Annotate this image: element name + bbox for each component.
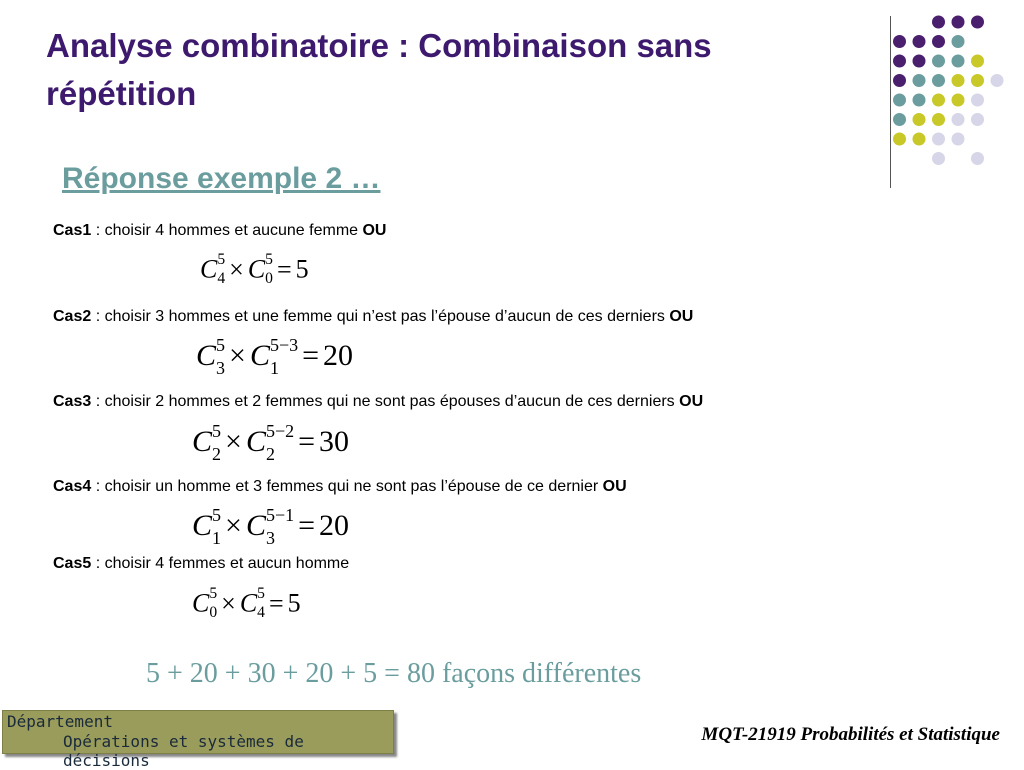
- decorative-dot: [952, 16, 965, 29]
- times-operator: ×: [229, 254, 244, 284]
- decorative-dot: [971, 94, 984, 107]
- formula-case-2: [196, 335, 354, 379]
- decorative-dot: [913, 133, 926, 146]
- decorative-dot: [893, 113, 906, 126]
- decorative-dot: [971, 113, 984, 126]
- combination-term: C 5 0: [247, 251, 273, 288]
- total-result: 5 + 20 + 30 + 20 + 5 = 80 façons différentes: [146, 658, 642, 689]
- decorative-dot: [952, 74, 965, 87]
- decorative-dot: [913, 74, 926, 87]
- case-separator: :: [91, 478, 105, 495]
- case-label: Cas2: [53, 308, 92, 325]
- decorative-dot: [971, 16, 984, 29]
- case-separator: :: [91, 393, 105, 410]
- combination-term: C 5 4: [239, 585, 265, 622]
- decorative-dot: [913, 94, 926, 107]
- decorative-dot-grid: [0, 0, 1024, 170]
- decorative-dot: [913, 35, 926, 48]
- formula-case-3: [192, 421, 350, 465]
- case-separator: :: [91, 222, 105, 239]
- times-operator: ×: [225, 509, 242, 543]
- slide-title: Analyse combinatoire : Combinaison sans répétition: [46, 27, 712, 112]
- decorative-dot: [952, 55, 965, 68]
- decorative-dot: [932, 113, 945, 126]
- case-1-text: [53, 222, 386, 240]
- case-label: Cas1: [53, 222, 92, 239]
- formula-case-5: [192, 585, 301, 623]
- combination-term: C 5−3 1: [249, 335, 299, 378]
- times-operator: ×: [221, 588, 236, 618]
- case-description: choisir 4 hommes et aucune femme: [104, 222, 363, 239]
- combination-term: C 5 2: [192, 421, 222, 464]
- case-ou: OU: [602, 478, 627, 495]
- course-name: MQT-21919 Probabilités et Statistique: [701, 724, 1000, 745]
- equals-operator: =: [302, 339, 320, 373]
- decorative-dot: [893, 55, 906, 68]
- decorative-dot: [932, 35, 945, 48]
- case-3-text: [53, 393, 703, 411]
- decorative-dot: [971, 55, 984, 68]
- formula-result: 5: [295, 254, 309, 284]
- decorative-dot: [913, 55, 926, 68]
- decorative-dot: [952, 133, 965, 146]
- combination-term: C 5−1 3: [245, 505, 295, 548]
- case-separator: :: [91, 555, 105, 572]
- formula-case-4: [192, 505, 350, 549]
- decorative-dot: [952, 35, 965, 48]
- decorative-dot: [913, 113, 926, 126]
- case-description: choisir 2 hommes et 2 femmes qui ne sont pas épouses d’aucun de ces derniers: [104, 393, 680, 410]
- department-line-2: Opérations et systèmes de décisions: [63, 732, 304, 770]
- department-line-1: Département: [7, 712, 113, 731]
- department-logo: [2, 710, 394, 770]
- decorative-dot: [893, 35, 906, 48]
- case-label: Cas5: [53, 555, 92, 572]
- case-separator: :: [91, 308, 105, 325]
- equals-operator: =: [298, 509, 316, 543]
- times-operator: ×: [229, 339, 246, 373]
- equals-operator: =: [268, 588, 284, 618]
- decorative-dot: [893, 74, 906, 87]
- case-5-text: [53, 555, 349, 573]
- case-ou: OU: [669, 308, 694, 325]
- decorative-dot: [932, 55, 945, 68]
- case-label: Cas3: [53, 393, 92, 410]
- combination-term: C 5−2 2: [245, 421, 295, 464]
- case-description: choisir 3 hommes et une femme qui n’est pas l’épouse d’aucun de ces derniers: [104, 308, 670, 325]
- equals-operator: =: [276, 254, 292, 284]
- combination-term: C 5 4: [200, 251, 226, 288]
- decorative-dot: [952, 94, 965, 107]
- combination-term: C 5 3: [196, 335, 226, 378]
- decorative-dot: [971, 74, 984, 87]
- combination-term: C 5 0: [192, 585, 218, 622]
- decorative-dot: [932, 74, 945, 87]
- case-description: choisir un homme et 3 femmes qui ne sont pas l’épouse de ce dernier: [104, 478, 603, 495]
- decorative-dot: [932, 16, 945, 29]
- case-description: choisir 4 femmes et aucun homme: [104, 555, 350, 572]
- times-operator: ×: [225, 425, 242, 459]
- case-label: Cas4: [53, 478, 92, 495]
- formula-result: 20: [319, 509, 350, 543]
- formula-result: 30: [319, 425, 350, 459]
- decorative-dot: [893, 133, 906, 146]
- decorative-dot: [932, 133, 945, 146]
- case-4-text: [53, 478, 627, 496]
- decorative-dot: [893, 94, 906, 107]
- formula-case-1: [200, 251, 309, 289]
- decorative-dot: [932, 94, 945, 107]
- case-ou: OU: [362, 222, 387, 239]
- decorative-dot: [971, 152, 984, 165]
- combination-term: C 5 1: [192, 505, 222, 548]
- case-2-text: [53, 308, 693, 326]
- formula-result: 20: [323, 339, 354, 373]
- decorative-dot: [991, 74, 1004, 87]
- formula-result: 5: [287, 588, 301, 618]
- decorative-dot: [932, 152, 945, 165]
- slide-subtitle: Réponse exemple 2 …: [62, 162, 381, 195]
- decorative-dot: [952, 113, 965, 126]
- equals-operator: =: [298, 425, 316, 459]
- case-ou: OU: [679, 393, 704, 410]
